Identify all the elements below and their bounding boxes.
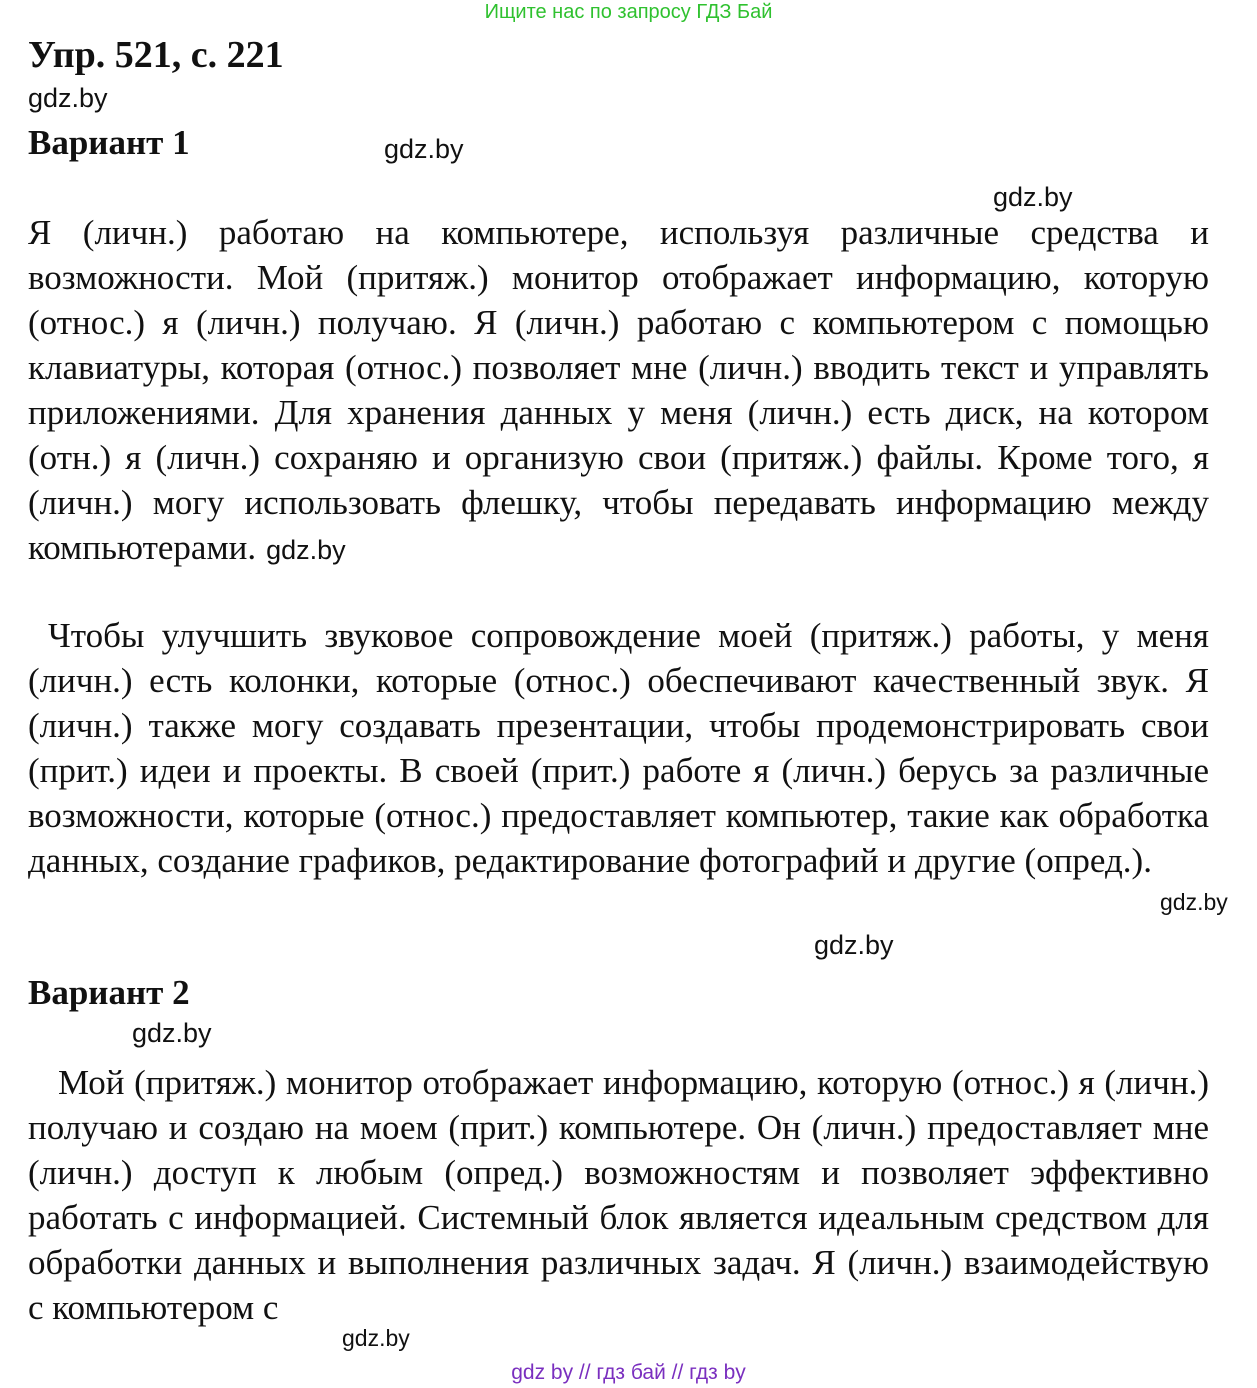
variant-1-heading: Вариант 1	[28, 123, 190, 162]
watermark: gdz.by	[384, 134, 464, 164]
paragraph-text: Я (личн.) работаю на компьютере, используя различные средства и возможности. Мой (притяж.) монитор отображает информацию, которую (относ.) я (личн.) получаю. Я (личн.) работаю с компьютером с помощью клавиатуры, которая (относ.) позволяет мне (личн.) вводить текст и управлять приложениями. Для хранения данных у меня (личн.) есть диск, на котором (отн.) я (личн.) сохраняю и организую свои (притяж.) файлы. Кроме того, я (личн.) могу использовать флешку, чтобы передавать информацию между компьютерами.	[28, 213, 1209, 567]
variant-2-paragraph-1	[28, 1060, 1209, 1330]
search-banner[interactable]: Ищите нас по запросу ГДЗ Бай	[484, 1, 773, 23]
watermark: gdz.by	[266, 535, 346, 565]
page-title: Упр. 521, с. 221	[28, 34, 284, 76]
watermark: gdz.by	[132, 1018, 212, 1048]
variant-1-paragraph-1	[28, 210, 1209, 573]
watermark: gdz.by	[28, 83, 108, 113]
watermark: gdz.by	[1160, 889, 1228, 915]
paragraph-text: Чтобы улучшить звуковое сопровождение моей (притяж.) работы, у меня (личн.) есть колонки, которые (относ.) обеспечивают качественный звук. Я (личн.) также могу создавать презентации, чтобы продемонстрировать свои (прит.) идеи и проекты. В своей (прит.) работе я (личн.) берусь за различные возможности, которые (относ.) предоставляет компьютер, такие как обработка данных, создание графиков, редактирование фотографий и другие (опред.).	[28, 616, 1209, 880]
watermark: gdz.by	[814, 930, 894, 960]
footer-links[interactable]: gdz by // гдз бай // гдз by	[511, 1361, 746, 1384]
variant-1-paragraph-2	[28, 613, 1209, 883]
watermark: gdz.by	[993, 182, 1073, 212]
variant-2-heading: Вариант 2	[28, 973, 190, 1012]
watermark: gdz.by	[342, 1325, 410, 1351]
paragraph-text: Мой (притяж.) монитор отображает информацию, которую (относ.) я (личн.) получаю и создаю на моем (прит.) компьютере. Он (личн.) предоставляет мне (личн.) доступ к любым (опред.) возможностям и позволяет эффективно работать с информацией. Системный блок является идеальным средством для обработки данных и выполнения различных задач. Я (личн.) взаимодействую с компьютером с	[28, 1063, 1209, 1327]
